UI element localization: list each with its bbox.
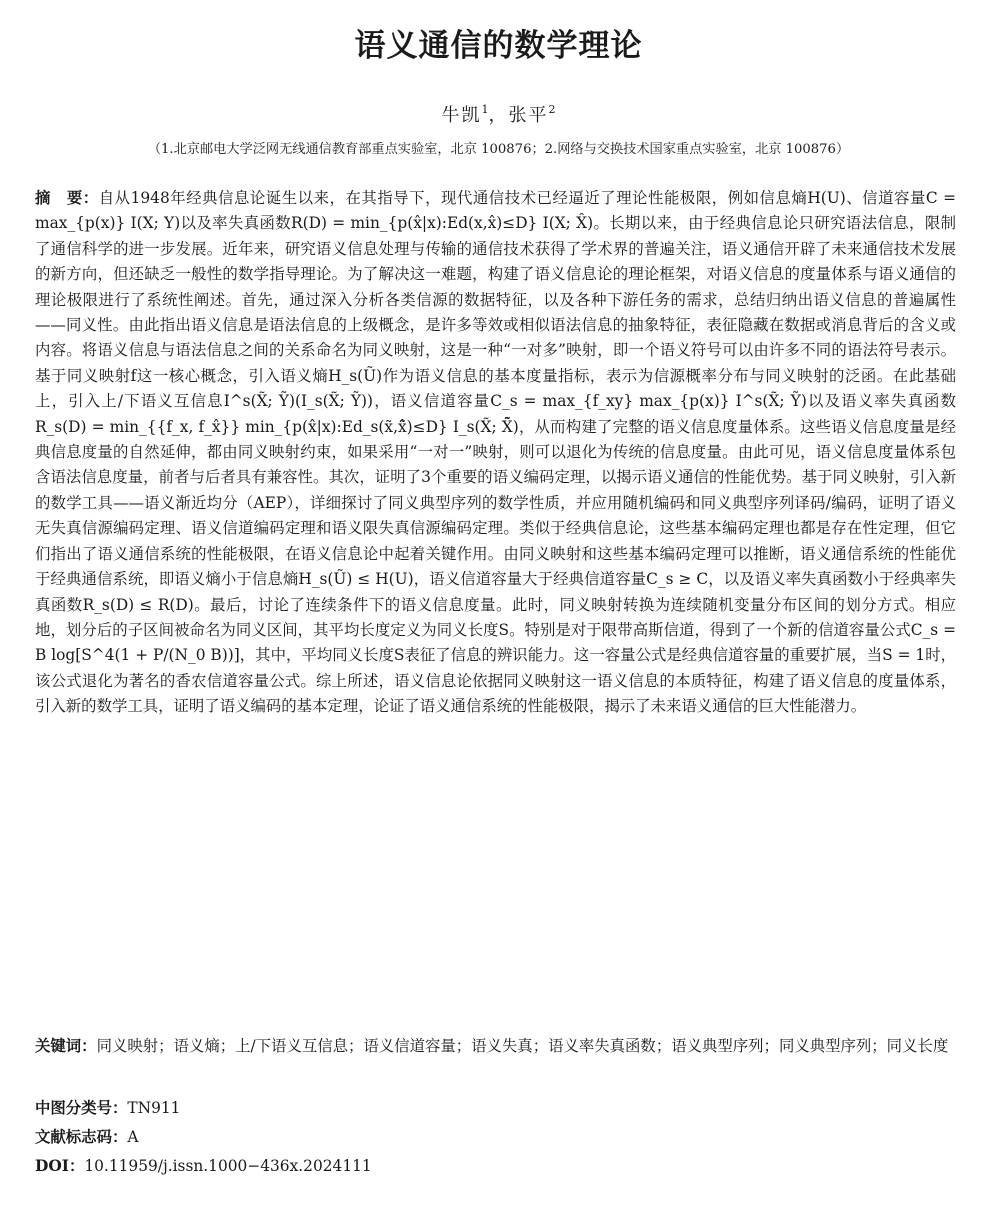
keywords-text: 同义映射；语义熵；上/下语义互信息；语义信道容量；语义失真；语义率失真函数；语义典型序列；同义典型序列；同义长度 — [96, 1037, 949, 1055]
keywords — [35, 1033, 956, 1059]
keywords-label: 关键词： — [35, 1037, 97, 1055]
author-list — [0, 103, 997, 129]
abstract-label: 摘 要： — [35, 189, 99, 207]
clc-number — [35, 1095, 956, 1121]
abstract-text: 自从1948年经典信息论诞生以来，在其指导下，现代通信技术已经逼近了理论性能极限，例如信息熵H(U)、信道容量C = max_{p(x)} I(X; Y)以及率失真函数R(D) = min_{p(x̂|x):Ed(x,x̂)≤D} I(X; X̂)。长期以来，由于经典信息论只研究语法信息，限制了通信科学的进一步发展。近年来，研究语义信息处理与传输的通信技术获得了学术界的普遍关注，语义通信开辟了未来通信技术发展的新方向，但还缺乏一般性的数学指导理论。为了解决这一难题，构建了语义信息论的理论框架，对语义信息的度量体系与语义通信的理论极限进行了系统性阐述。首先，通过深入分析各类信源的数据特征，以及各种下游任务的需求，总结归纳出语义信息的普遍属性——同义性。由此指出语义信息是语法信息的上级概念，是许多等效或相似语法信息的抽象特征，表征隐藏在数据或消息背后的含义或内容。将语义信息与语法信息之间的关系命名为同义映射，这是一种“一对多”映射，即一个语义符号可以由许多不同的语法符号表示。基于同义映射f这一核心概念，引入语义熵H_s(Ũ)作为语义信息的基本度量指标，表示为信源概率分布与同义映射的泛函。在此基础上，引入上/下语义互信息I^s(X̃; Ỹ)(I_s(X̃; Ỹ))，语义信道容量C_s = max_{f_xy} max_{p(x)} I^s(X̃; Ỹ)以及语义率失真函数R_s(D) = min_{{f_x, f_x̂}} min_{p(x̂|x):Ed_s(x̃,x̂̃)≤D} I_s(X̃; X̂̃)，从而构建了完整的语义信息度量体系。这些语义信息度量是经典信息度量的自然延伸，都由同义映射约束，如果采用“一对一”映射，则可以退化为传统的信息度量。由此可见，语义信息度量体系包含语法信息度量，前者与后者具有兼容性。其次，证明了3个重要的语义编码定理，以揭示语义通信的性能优势。基于同义映射，引入新的数学工具——语义渐近均分（AEP），详细探讨了同义典型序列的数学性质，并应用随机编码和同义典型序列译码/编码，证明了语义无失真信源编码定理、语义信道编码定理和语义限失真信源编码定理。类似于经典信息论，这些基本编码定理也都是存在性定理，但它们指出了语义通信系统的性能极限，在语义信息论中起着关键作用。由同义映射和这些基本编码定理可以推断，语义通信系统的性能优于经典通信系统，即语义熵小于信息熵H_s(Ũ) ≤ H(U)，语义信道容量大于经典信道容量C_s ≥ C，以及语义率失真函数小于经典率失真函数R_s(D) ≤ R(D)。最后，讨论了连续条件下的语义信息度量。此时，同义映射转换为连续随机变量分布区间的划分方式。相应地，划分后的子区间被命名为同义区间，其平均长度定义为同义长度S。特别是对于限带高斯信道，得到了一个新的信道容量公式C_s = B log[S^4(1 + P/(N_0 B))]，其中，平均同义长度S表征了信息的辨识能力。这一容量公式是经典信道容量的重要扩展，当S = 1时，该公式退化为著名的香农信道容量公式。综上所述，语义信息论依据同义映射这一语义信息的本质特征，构建了语义信息的度量体系，引入新的数学工具，证明了语义编码的基本定理，论证了语义通信系统的性能极限，揭示了未来语义通信的巨大性能潜力。 — [35, 189, 956, 716]
author-name: 张平 — [508, 105, 549, 126]
affiliation-mark: 1 — [481, 103, 489, 116]
affiliations: （1.北京邮电大学泛网无线通信教育部重点实验室，北京 100876；2.网络与交换技术国家重点实验室，北京 100876） — [147, 142, 850, 157]
affiliation-mark: 2 — [548, 103, 556, 116]
clc-label: 中图分类号： — [35, 1099, 128, 1117]
author-name: 牛凯 — [441, 105, 482, 126]
document-code — [35, 1124, 956, 1150]
doi-value[interactable]: 10.11959/j.issn.1000−436x.2024111 — [84, 1157, 372, 1175]
doi-label: DOI： — [35, 1157, 85, 1175]
doi — [35, 1153, 956, 1179]
paper-title: 语义通信的数学理论 — [354, 28, 643, 64]
doc-code-label: 文献标志码： — [35, 1128, 128, 1146]
author-separator: ， — [488, 105, 509, 126]
abstract — [35, 186, 956, 720]
clc-value: TN911 — [127, 1099, 181, 1117]
doc-code-value: A — [127, 1128, 139, 1146]
